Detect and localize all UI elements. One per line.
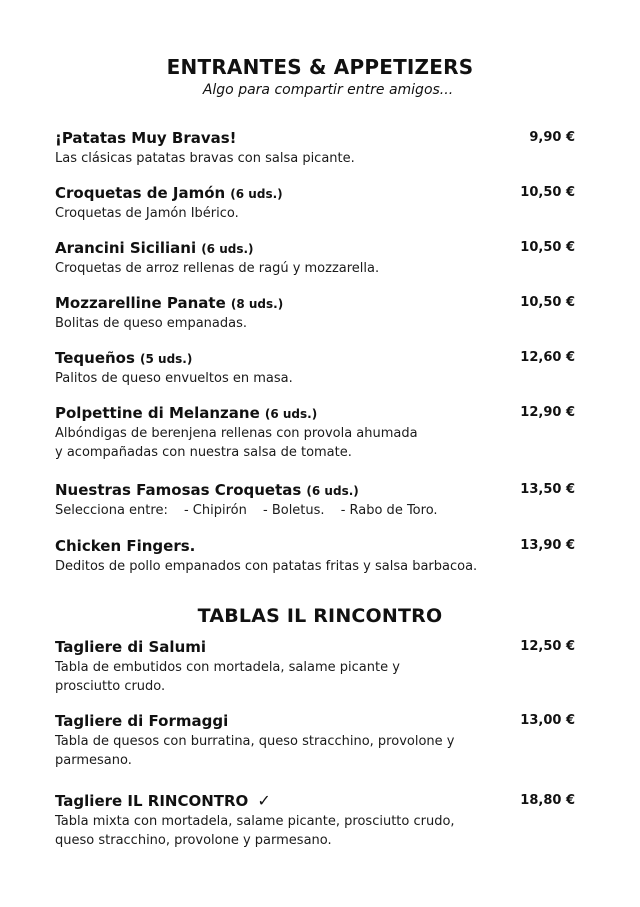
- item-name: ¡Patatas Muy Bravas!: [55, 129, 237, 147]
- item-price: 13,90 €: [520, 538, 575, 553]
- menu-item-polpettine: [55, 402, 575, 462]
- menu-item-chicken-fingers: [55, 535, 575, 576]
- item-name: Croquetas de Jamón: [55, 184, 226, 202]
- item-name: Polpettine di Melanzane: [55, 404, 260, 422]
- menu-item-tagliere-salumi: [55, 636, 575, 696]
- item-price: 10,50 €: [520, 295, 575, 310]
- item-description: Las clásicas patatas bravas con salsa picante.: [55, 151, 355, 166]
- section-title-tablas: TABLAS IL RINCONTRO: [197, 605, 443, 627]
- menu-item-croquetas-jamon: [55, 182, 575, 223]
- menu-item-patatas-bravas: [55, 127, 575, 168]
- item-description: Tabla de embutidos con mortadela, salame picante y prosciutto crudo.: [55, 660, 400, 694]
- item-quantity: (6 uds.): [306, 484, 359, 498]
- menu-item-arancini: [55, 237, 575, 278]
- item-description: Albóndigas de berenjena rellenas con provola ahumada y acompañadas con nuestra salsa de tomate.: [55, 426, 418, 460]
- item-name: Arancini Siciliani: [55, 239, 197, 257]
- option-boletus: - Boletus.: [263, 503, 325, 518]
- item-name: Tequeños: [55, 349, 135, 367]
- options-prefix: Selecciona entre:: [55, 503, 168, 518]
- item-description: Tabla de quesos con burratina, queso stracchino, provolone y parmesano.: [55, 734, 455, 768]
- item-price: 13,00 €: [520, 713, 575, 728]
- item-quantity: (6 uds.): [230, 187, 283, 201]
- item-name: Tagliere IL RINCONTRO: [55, 792, 249, 810]
- item-description: Tabla mixta con mortadela, salame picante, prosciutto crudo, queso stracchino, provolone y parmesano.: [55, 814, 455, 848]
- option-rabo-de-toro: - Rabo de Toro.: [340, 503, 438, 518]
- checkmark-icon: ✓: [257, 791, 271, 810]
- item-price: 9,90 €: [529, 130, 575, 145]
- item-name: Chicken Fingers.: [55, 537, 196, 555]
- menu-item-tagliere-rincontro: [55, 790, 575, 850]
- item-quantity: (6 uds.): [201, 242, 254, 256]
- option-chipiron: - Chipirón: [183, 503, 247, 518]
- item-price: 18,80 €: [520, 793, 575, 808]
- item-description: Deditos de pollo empanados con patatas fritas y salsa barbacoa.: [55, 559, 478, 574]
- section-title-entrantes: ENTRANTES & APPETIZERS: [166, 55, 474, 79]
- menu-item-tagliere-formaggi: [55, 710, 575, 770]
- item-description: Croquetas de Jamón Ibérico.: [55, 206, 239, 221]
- item-name: Nuestras Famosas Croquetas: [55, 481, 302, 499]
- item-price: 12,90 €: [520, 405, 575, 420]
- item-description: Croquetas de arroz rellenas de ragú y mozzarella.: [55, 261, 380, 276]
- item-price: 13,50 €: [520, 482, 575, 497]
- menu-item-tequenos: [55, 347, 575, 388]
- item-description: Bolitas de queso empanadas.: [55, 316, 248, 331]
- item-price: 12,50 €: [520, 639, 575, 654]
- item-price: 10,50 €: [520, 185, 575, 200]
- menu-item-famosas-croquetas: [55, 479, 575, 520]
- item-quantity: (5 uds.): [140, 352, 193, 366]
- item-description: [55, 501, 575, 520]
- item-name: Tagliere di Formaggi: [55, 712, 229, 730]
- item-name: Tagliere di Salumi: [55, 638, 207, 656]
- item-name: Mozzarelline Panate: [55, 294, 226, 312]
- item-quantity: (8 uds.): [230, 297, 284, 311]
- item-description: Palitos de queso envueltos en masa.: [55, 371, 293, 386]
- menu-item-mozzarelline: [55, 292, 575, 333]
- item-price: 10,50 €: [520, 240, 575, 255]
- item-price: 12,60 €: [520, 350, 575, 365]
- item-quantity: (6 uds.): [264, 407, 318, 421]
- section-subtitle-entrantes: Algo para compartir entre amigos...: [202, 82, 454, 98]
